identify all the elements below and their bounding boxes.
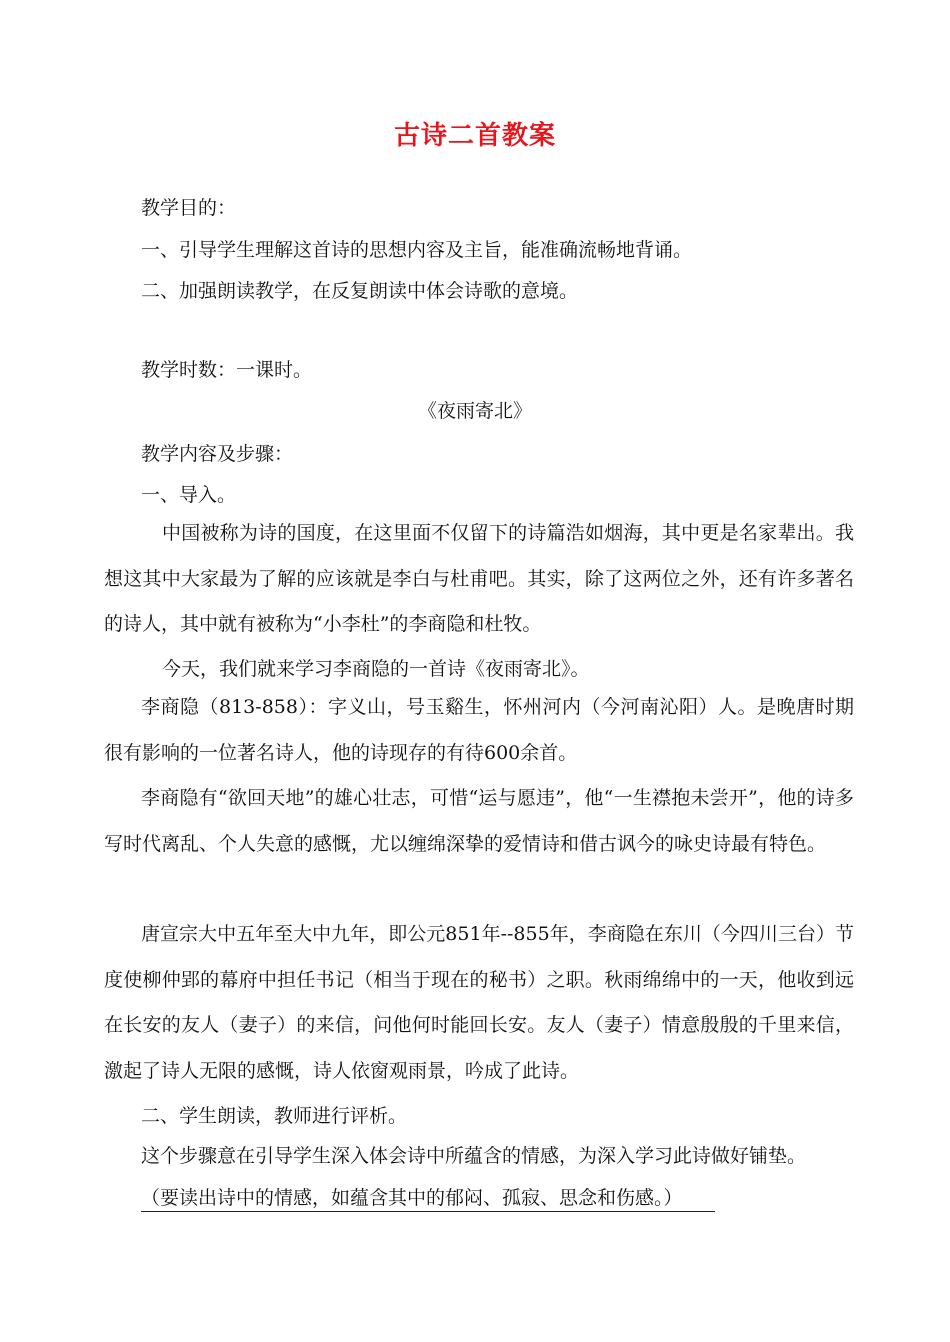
content-heading: 教学内容及步骤： [141, 443, 294, 465]
today-line: 今天，我们就来学习李商隐的一首诗《夜雨寄北》。 [162, 658, 590, 680]
ambition-paragraph: 李商隐有“欲回天地”的雄心壮志，可惜“运与愿违”，他“一生襟抱未尝开”，他的诗多写时代离乱、个人失意的感慨，尤以缠绵深挚的爱情诗和借古讽今的咏史诗最有特色。 [104, 787, 854, 855]
history-paragraph: 唐宣宗大中五年至大中九年，即公元851年--855年，李商隐在东川（今四川三台）节度使柳仲郢的幕府中担任书记（相当于现在的秘书）之职。秋雨绵绵中的一天，他收到远在长安的友人（妻子）的来信，问他何时能回长安。友人（妻子）情意殷殷的千里来信，激起了诗人无限的感慨，诗人依窗观雨景，吟成了此诗。 [104, 923, 854, 1082]
document-title: 古诗二首教案 [393, 121, 556, 151]
teaching-hours: 教学时数：一课时。 [141, 359, 313, 381]
step-1-heading: 一、导入。 [141, 484, 237, 506]
intro-paragraph: 中国被称为诗的国度，在这里面不仅留下的诗篇浩如烟海，其中更是名家辈出。我想这其中大家最为了解的应该就是李白与杜甫吧。其实，除了这两位之外，还有许多著名的诗人，其中就有被称为“小李杜”的李商隐和杜牧。 [104, 522, 854, 635]
objectives-heading: 教学目的： [141, 197, 237, 219]
step-2-heading: 二、学生朗读，教师进行评析。 [141, 1105, 408, 1127]
objective-item-1: 一、引导学生理解这首诗的思想内容及主旨，能准确流畅地背诵。 [141, 239, 693, 261]
biography-paragraph: 李商隐（813-858）：字义山，号玉谿生，怀州河内（今河南沁阳）人。是晚唐时期很有影响的一位著名诗人，他的诗现存的有待600余首。 [104, 696, 854, 764]
step-2-description: 这个步骤意在引导学生深入体会诗中所蕴含的情感，为深入学习此诗做好铺垫。 [141, 1145, 807, 1167]
note-text: （要读出诗中的情感，如蕴含其中的郁闷、孤寂、思念和伤感。） [141, 1187, 683, 1209]
objective-item-2: 二、加强朗读教学，在反复朗读中体会诗歌的意境。 [141, 280, 579, 302]
underlined-note [141, 1185, 715, 1212]
poem-title: 《夜雨寄北》 [417, 400, 532, 422]
